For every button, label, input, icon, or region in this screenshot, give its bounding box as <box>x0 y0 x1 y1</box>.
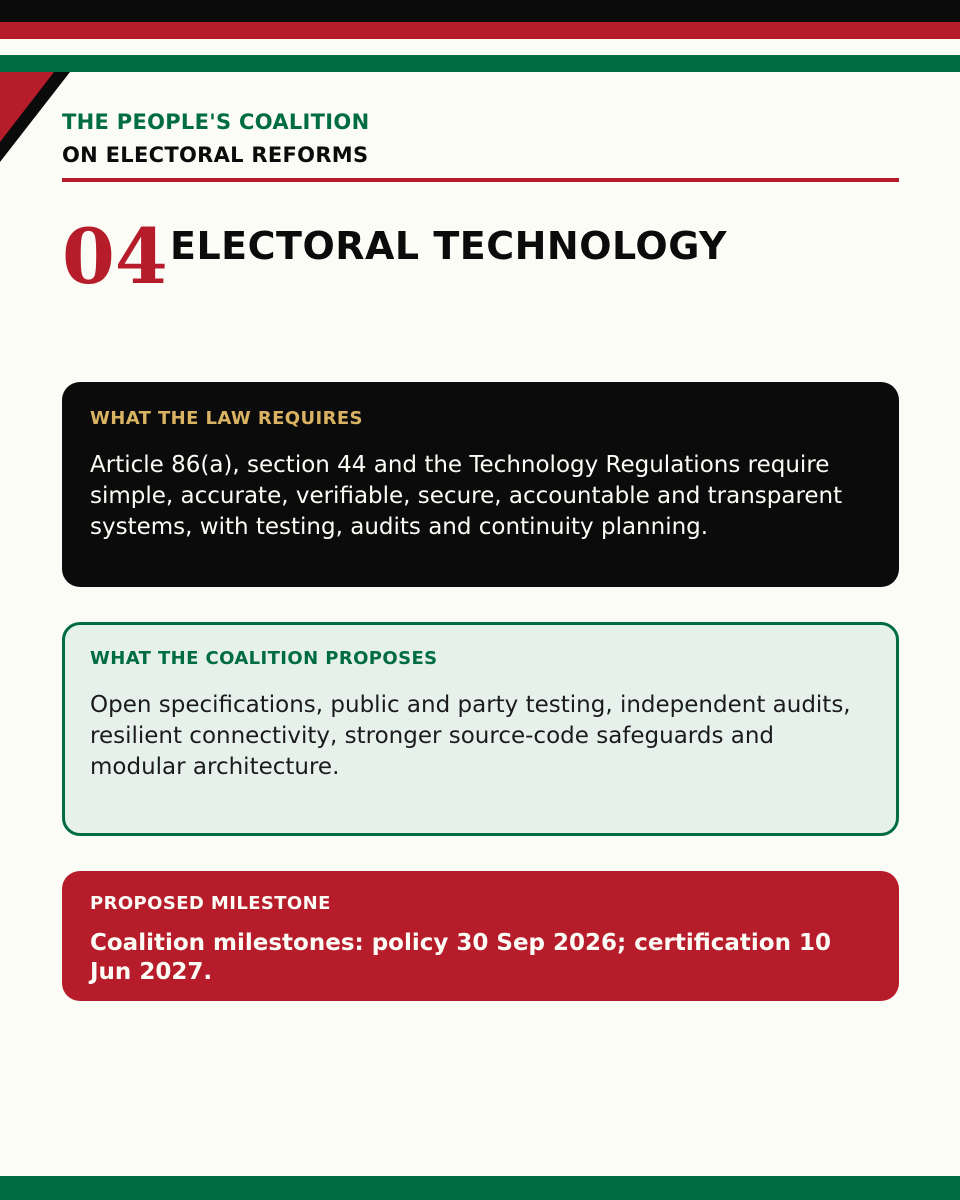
flag-stripe-green <box>0 55 960 72</box>
coalition-proposal-card <box>62 622 899 836</box>
organization-name-line2: ON ELECTORAL REFORMS <box>62 143 369 167</box>
coalition-proposal-text: Open specifications, public and party testing, independent audits, resilient connectivity, stronger source-code safeguards and modular architecture. <box>90 692 851 780</box>
header-divider <box>62 178 899 182</box>
section-title: ELECTORAL TECHNOLOGY <box>170 224 728 268</box>
milestone-text: Coalition milestones: policy 30 Sep 2026; certification 10 Jun 2027. <box>90 930 831 985</box>
section-number: 04 <box>62 212 168 301</box>
milestone-label: PROPOSED MILESTONE <box>90 893 331 914</box>
law-requirements-text: Article 86(a), section 44 and the Technology Regulations require simple, accurate, verifiable, secure, accountable and transparent systems, with testing, audits and continuity planning. <box>90 452 843 540</box>
law-requirements-label: WHAT THE LAW REQUIRES <box>90 408 363 429</box>
organization-name-line1: THE PEOPLE'S COALITION <box>62 110 370 134</box>
flag-stripe-red <box>0 22 960 39</box>
organization-name <box>62 106 369 172</box>
milestone-card <box>62 871 899 1001</box>
flag-stripe-black <box>0 0 960 22</box>
coalition-proposal-label: WHAT THE COALITION PROPOSES <box>90 648 438 669</box>
flag-stripe-white <box>0 39 960 55</box>
footer-stripe-green <box>0 1176 960 1200</box>
law-requirements-card <box>62 382 899 587</box>
